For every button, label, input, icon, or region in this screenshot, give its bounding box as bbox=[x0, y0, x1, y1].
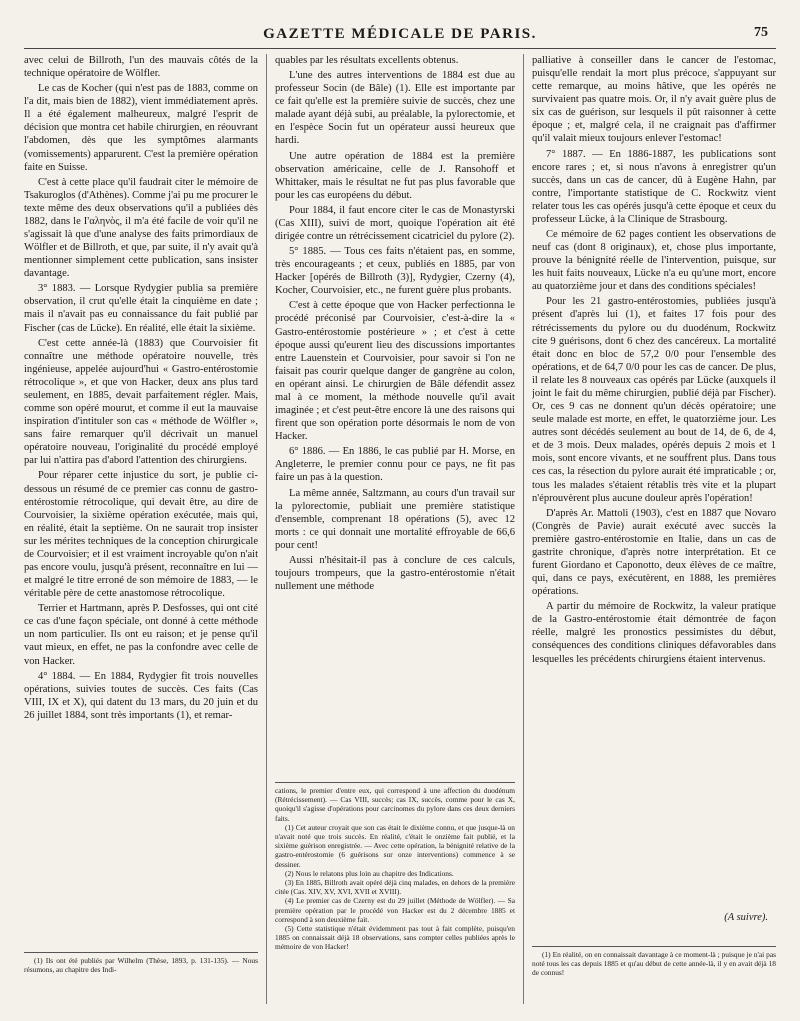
column-divider bbox=[266, 54, 267, 1004]
column-divider bbox=[523, 54, 524, 1004]
paragraph: quables par les résultats excellents obtenus. bbox=[275, 55, 459, 66]
footnotes-column-3 bbox=[532, 946, 776, 1010]
footnote: (1) Cet auteur croyait que son cas était le dixième connu, et que jusque-là on n'avait noté que trois succès. En réalité, c'était le onzième fait publié, et la sixième guérison enregistrée. — Avec cette opération, la bénignité relative de la gastro-entérostomie (6 guérisons sur onze interventions) commence à se dessiner. bbox=[275, 822, 515, 869]
paragraph: C'est à cette époque que von Hacker perfectionna le procédé préconisé par Courvoisier, c'est-à-dire la « Gastro-entérostomie postérieure » ; et c'est à cette époque aussi qu'eurent lieu des discussions importantes entre Lauenstein et Courvoisier, pour savoir si l'on ne faisait pas courir quelque danger de gangrène au colon, en opérant ainsi. Le chirurgien de Bâle défendit assez mal à ce moment, la méthode nouvelle qu'il avait imaginée ; et c'est peut-être encore là une des raisons qui firent que son opération porte désormais le nom de von Hacker. bbox=[275, 300, 515, 443]
page-number: 75 bbox=[754, 25, 768, 40]
footnote: (4) Le premier cas de Czerny est du 29 juillet (Méthode de Wölfler). — Sa première opération par le procédé von Hacker est du 2 décembre 1885 et correspond à son deuxième fait. bbox=[275, 896, 515, 924]
footnote: (5) Cette statistique n'était évidemment pas tout à fait complète, puisqu'en 1885 on connaissait déjà 18 observations, sans compter celles publiées après le mémoire de von Hacker! bbox=[275, 924, 515, 952]
paragraph: Le cas de Kocher (qui n'est pas de 1883, comme on l'a dit, mais bien de 1882), vient immédiatement après. Il a été également malheureux, malgré l'esprit de décision que montra cet habile chirurgien, en réouvrant l'abdomen, dès que les symptômes alarmants (vomissements) apparurent. C'est la première opération faite en Suisse. bbox=[24, 83, 258, 173]
footnotes-column-2 bbox=[275, 782, 515, 1011]
paragraph: palliative à conseiller dans le cancer de l'estomac, puisqu'elle rendait la mort plus précoce, s'appuyant sur cette remarque, au moins hâtive, que les opérés ne survivaient pas quatre mois. Or, il n'y avait guère plus de six cas de guérison, sur lesquels il pût raisonner à cette époque ; et, malgré cela, il ne craignait pas d'affirmer qu'il valait mieux toujours enlever l'estomac! bbox=[532, 55, 776, 145]
column-2 bbox=[275, 54, 515, 784]
paragraph: Pour réparer cette injustice du sort, je publie ci-dessous un résumé de ce premier cas connu de gastro-entérostomie rétrocolique, qui devait être, au dire de Courvoisier, la sixième opération exécutée, mais qui, en réalité, était la septième. On ne saurait trop insister sur les mérites techniques de la conception chirurgicale de Courvoisier; et il est vraiment incroyable qu'on n'ait pas encore voulu, jusqu'à présent, reconnaître en lui — et malgré le titre erroné de son mémoire de 1883, — le véritable père de cette anastomose rétrocolique. bbox=[24, 470, 258, 600]
paragraph: C'est à cette place qu'il faudrait citer le mémoire de Tsakuroglos (d'Athènes). Comme j'ai pu me procurer le texte même des deux observations qu'il a publiées dès 1882, dans le Ι'αληνὸς, il m'a été facile de voir qu'il ne s'agissait là que d'une analyse des faits primordiaux de Wölfler et de Billroth, et que, par suite, il n'y avait qu'à mentionner simplement cette publication, sans insister davantage. bbox=[24, 176, 258, 280]
paragraph: 4° 1884. — En 1884, Rydygier fit trois nouvelles opérations, suivies toutes de succès. Ces faits (Cas VIII, IX et X), qui datent du 13 mars, du 20 juin et du 26 juillet 1884, sont très importants (1), et remar- bbox=[24, 670, 258, 721]
paragraph: Pour 1884, il faut encore citer le cas de Monastyrski (Cas XIII), suivi de mort, quoique l'opération ait été dirigée contre un rétrécissement cicatriciel du pylore (2). bbox=[275, 204, 515, 243]
paragraph: Une autre opération de 1884 est la première observation américaine, celle de J. Ransohoff et Whittaker, mais le résultat ne fut pas plus favorable que pour les cas européens du début. bbox=[275, 150, 515, 201]
paragraph: avec celui de Billroth, l'un des mauvais côtés de la technique opératoire de Wölfler. bbox=[24, 55, 258, 80]
footnote: (3) En 1885, Billroth avait opéré déjà cinq malades, en dehors de la première citée (Cas. XIV, XV, XVI, XVII et XVIII). bbox=[275, 878, 515, 897]
paragraph: C'est cette année-là (1883) que Courvoisier fit connaître une méthode opératoire nouvelle, très ingénieuse, appelée aujourd'hui « Gastro-entérostomie rétrocolique », et que von Hacker, deux ans plus tard seulement, en 1885, devait parfaitement régler. Mais, comme son opéré mourut, et comme il eut la mauvaise inspiration d'intituler son cas « méthode de Wölfler », sans faire remarquer qu'il décrivait un manuel opératoire nouveau, l'originalité du procédé employé par lui n'attira pas d'abord l'attention des chirurgiens. bbox=[24, 337, 258, 467]
paragraph: Aussi n'hésitait-il pas à conclure de ces calculs, toujours trompeurs, que la gastro-entérostomie n'était nullement une méthode bbox=[275, 554, 515, 593]
paragraph: Terrier et Hartmann, après P. Desfosses, qui ont cité ce cas d'une façon spéciale, ont donné à cette méthode un nom particulier. Ils ont eu raison; et je pense qu'il vaut mieux, en effet, ne pas la confondre avec celle de von Hacker. bbox=[24, 603, 258, 667]
footnote: (2) Nous le relatons plus loin au chapitre des Indications. bbox=[285, 868, 454, 878]
paragraph: Pour les 21 gastro-entérostomies, publiées jusqu'à présent d'après lui (1), et faites 17 fois pour des rétrécissements du pylore ou du duodénum, Rockwitz cite 9 guérisons, dont 6 chez des cancéreux. La mortalité était donc en bloc de 57,2 0/0 pour l'ensemble des opérations, et de 64,7 0/0 pour les cas de cancer. De plus, il relate les 8 nouveaux cas opérés par Lücke (auxquels il joint le fait du même chirurgien, publié déjà par Fischer). Or, ces 9 cas ne donnent qu'un décès opératoire; une seule malade est morte, en effet, le quatorzième jour. Les autres sont décédés seulement au bout de 14, de 6, de 4, et de 3 mois. Deux malades, opérés depuis 2 mois et 1 mois, sont encore vivants, et ne souffrent plus. Dans tous ces cas, la résection du pylore aurait été impraticable ; or, tous les malades s'étaient rétablis très vite et la plupart n'éprouvèrent plus aucune douleur après l'opération! bbox=[532, 296, 776, 504]
footnote: (1) En réalité, on en connaissait davantage à ce moment-là ; puisque je n'ai pas noté tous les cas depuis 1885 et qu'au début de cette année-là, il y en avait déjà 18 de connus! bbox=[532, 950, 776, 978]
footnote: (1) Ils ont été publiés par Wilhelm (Thèse, 1893, p. 131-135). — Nous résumons, au chapitre des Indi- bbox=[24, 956, 258, 975]
column-3 bbox=[532, 54, 776, 954]
paragraph: D'après Ar. Mattoli (1903), c'est en 1887 que Novaro (Congrès de Pavie) aurait exécuté avec succès la première gastro-entérostomie en Italie, dans un cas de gastrite chronique, d'après notre interprétation. Et ce furent Giordano et Caponotto, deux élèves de ce maître, qui, dans ce pays, exécutèrent, en 1888, les premières opérations. bbox=[532, 507, 776, 598]
paragraph: 3° 1883. — Lorsque Rydygier publia sa première observation, il crut qu'elle était la cinquième en date ; mais il n'avait pas eu connaissance du fait publié par Fischer (cas de Lücke). En réalité, elle était la sixième. bbox=[24, 283, 258, 334]
page-header bbox=[24, 24, 776, 49]
column-1 bbox=[24, 54, 258, 1004]
paragraph: Ce mémoire de 62 pages contient les observations de neuf cas (dont 8 originaux), et, chose plus importante, prouve la bénignité réelle de l'intervention, puisque, sur les huit faits nouveaux, Lücke n'a eu qu'une mort, encore au quatorzième jour et dans des conditions spéciales! bbox=[532, 229, 776, 293]
footnote: cations, le premier d'entre eux, qui correspond à une affection du duodénum (Rétrécissement). — Cas VIII, succès; cas IX, succès, comme pour le cas X, quoiqu'il s'agisse d'opérations pour carcinomes du pylore dans ces deux derniers faits. bbox=[275, 786, 515, 823]
paragraph: 5° 1885. — Tous ces faits n'étaient pas, en somme, très encourageants ; et ceux, publiés en 1885, par von Hacker [opérés de Billroth (3)], Rydygier, Czerny (4), Kocher, Courvoisier, etc., ne furent guère plus probants. bbox=[275, 246, 515, 297]
running-title: GAZETTE MÉDICALE DE PARIS. bbox=[263, 26, 537, 42]
paragraph: L'une des autres interventions de 1884 est due au professeur Socin (de Bâle) (1). Elle est importante par ce fait qu'elle est la première suivie de succès, chez une malade ayant déjà subi, au préalable, la pylorectomie, et en l'espèce Socin fut un opérateur aussi heureux que hardi. bbox=[275, 70, 515, 147]
paragraph: A partir du mémoire de Rockwitz, la valeur pratique de la Gastro-entérostomie était démontrée de façon réelle, malgré les pronostics pessimistes du début, conséquences des conditions cliniques défavorables dans lesquelles les précédents chirurgiens étaient intervenus. bbox=[532, 601, 776, 665]
continued-note: (A suivre). bbox=[724, 912, 768, 923]
paragraph: 6° 1886. — En 1886, le cas publié par H. Morse, en Angleterre, le premier connu pour ce pays, ne fit pas faire un pas à la question. bbox=[275, 446, 515, 484]
paragraph: La même année, Saltzmann, au cours d'un travail sur la pylorectomie, publiait une première statistique d'ensemble, comprenant 18 opérations (5), avec 12 morts : ce qui donnait une mortalité effroyable de 66,6 pour cent! bbox=[275, 487, 515, 551]
footnotes-column-1 bbox=[24, 952, 258, 1016]
paragraph: 7° 1887. — En 1886-1887, les publications sont encore rares ; et, si nous n'avons à enregistrer qu'un succès, dans un cas de cancer, dû à Eugène Hahn, par contre, l'importante statistique de C. Rockwitz vient relater tous les cas opérés jusqu'à cette époque et ceux du professeur Lücke, à la Clinique de Strasbourg. bbox=[532, 148, 776, 225]
